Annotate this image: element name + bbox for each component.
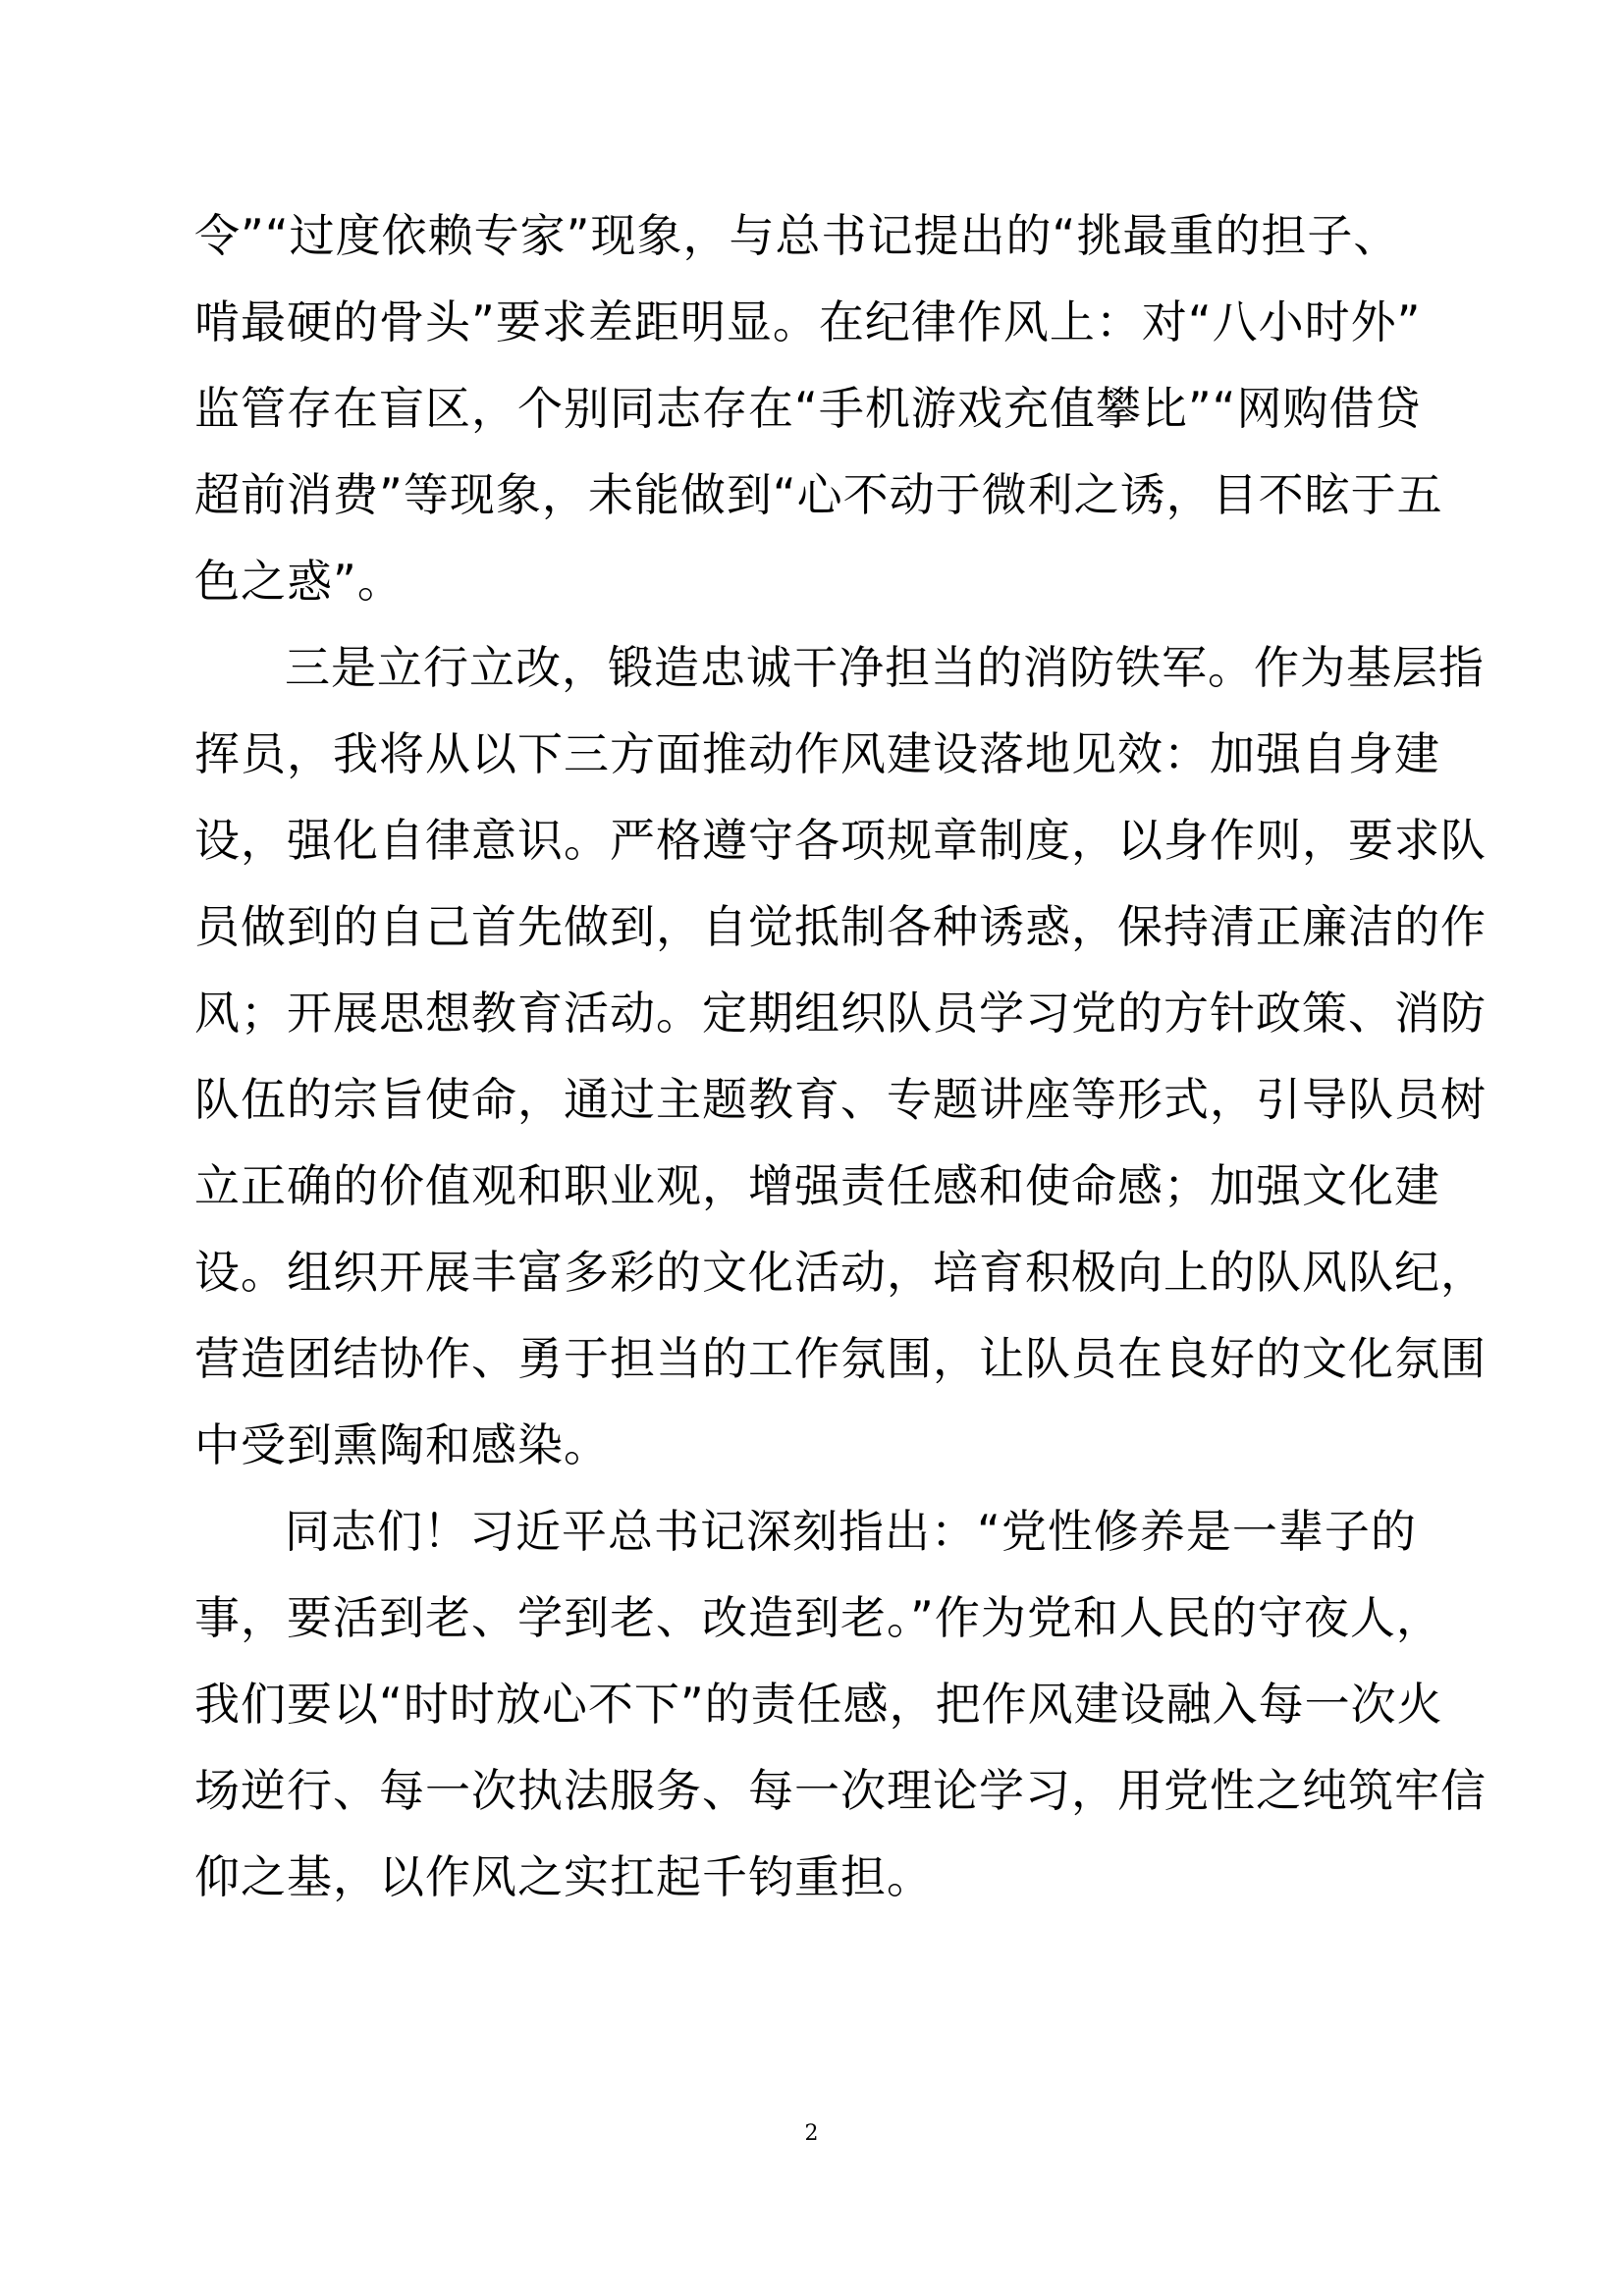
- text-line: 我们要以“时时放心不下”的责任感，把作风建设融入每一次火: [194, 1678, 1443, 1731]
- text-line: 设，强化自律意识。严格遵守各项规章制度，以身作则，要求队: [194, 814, 1487, 867]
- text-line: 令”“过度依赖专家”现象，与总书记提出的“挑最重的担子、: [194, 209, 1400, 262]
- text-line: 场逆行、每一次执法服务、每一次理论学习，用党性之纯筑牢信: [194, 1764, 1487, 1817]
- text-line: 仰之基，以作风之实扛起千钧重担。: [194, 1850, 933, 1903]
- text-line: 员做到的自己首先做到，自觉抵制各种诱惑，保持清正廉洁的作: [194, 900, 1487, 953]
- text-line: 立正确的价值观和职业观，增强责任感和使命感；加强文化建: [194, 1159, 1440, 1212]
- text-line: 中受到熏陶和感染。: [194, 1418, 610, 1471]
- text-line: 风；开展思想教育活动。定期组织队员学习党的方针政策、消防: [194, 987, 1487, 1040]
- text-line: 色之惑”。: [194, 555, 404, 608]
- text-line: 监管存在盲区，个别同志存在“手机游戏充值攀比”“网购借贷: [194, 382, 1422, 435]
- body-text: [194, 192, 1487, 1920]
- text-line: 超前消费”等现象，未能做到“心不动于微利之诱，目不眩于五: [194, 468, 1443, 521]
- text-line: 队伍的宗旨使命，通过主题教育、专题讲座等形式，引导队员树: [194, 1073, 1487, 1126]
- text-line: 设。组织开展丰富多彩的文化活动，培育积极向上的队风队纪，: [194, 1246, 1487, 1299]
- page-number: 2: [804, 2121, 819, 2146]
- text-line: 啃最硬的骨头”要求差距明显。在纪律作风上：对“八小时外”: [194, 295, 1422, 348]
- text-line: 事，要活到老、学到老、改造到老。”作为党和人民的守夜人，: [194, 1591, 1442, 1644]
- text-line: 营造团结协作、勇于担当的工作氛围，让队员在良好的文化氛围: [194, 1332, 1487, 1385]
- paragraph-start-line: 同志们！习近平总书记深刻指出：“党性修养是一辈子的: [285, 1505, 1417, 1558]
- text-line: 挥员，我将从以下三方面推动作风建设落地见效：加强自身建: [194, 727, 1440, 780]
- paragraph-start-line: 三是立行立改，锻造忠诚干净担当的消防铁军。作为基层指: [285, 641, 1485, 694]
